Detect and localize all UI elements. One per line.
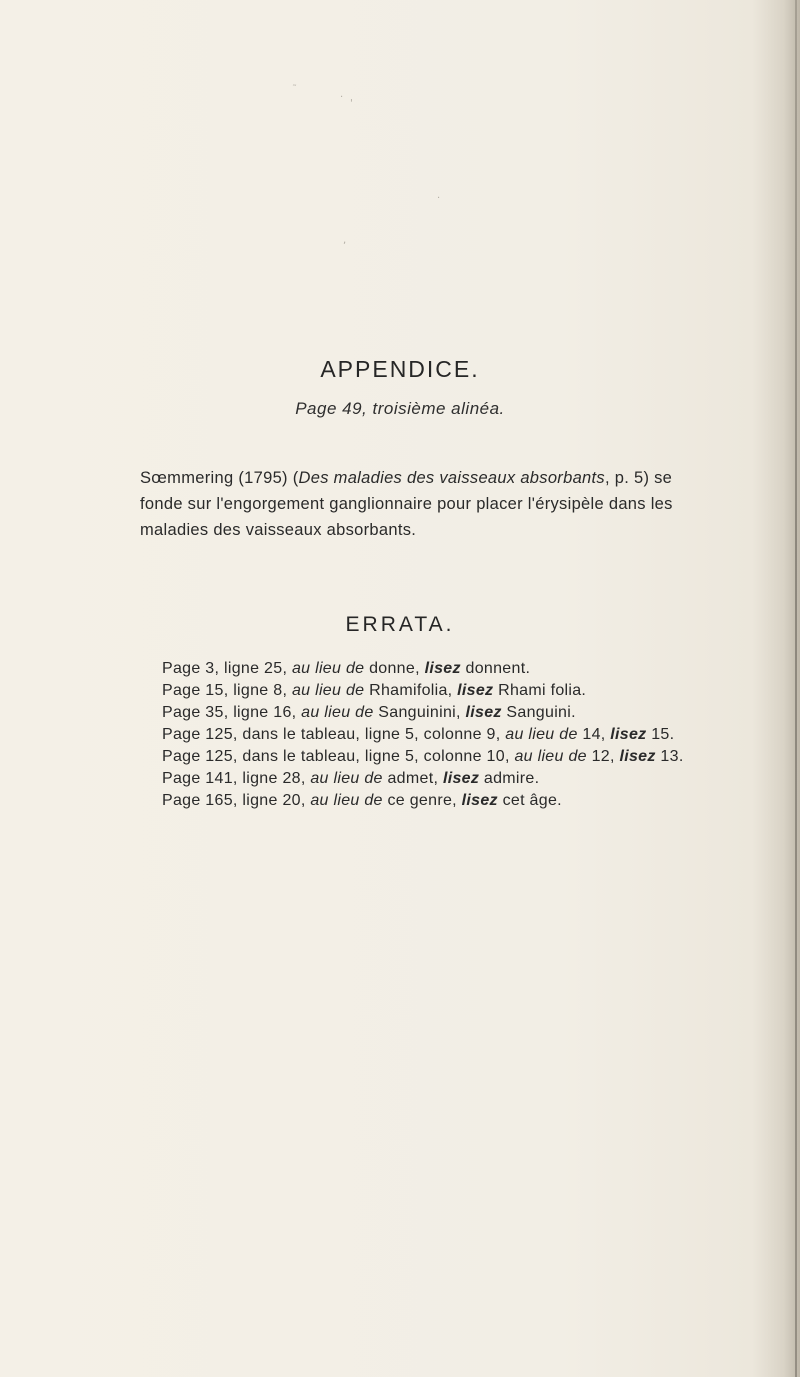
entry-correct: Rhami folia. — [493, 682, 587, 699]
entry-lisez: lisez — [619, 748, 656, 765]
errata-entry — [162, 724, 752, 746]
entry-lisez: lisez — [457, 682, 494, 699]
appendix-line-3: maladies des vaisseaux absorbants. — [140, 521, 417, 539]
entry-location: Page 125, dans le tableau, ligne 5, colonne 10, — [162, 748, 515, 765]
appendix-title: APPENDICE. — [320, 356, 480, 382]
errata-entry — [162, 702, 752, 724]
appendix-cited-title: Des maladies des vaisseaux absorbants — [298, 469, 605, 487]
entry-lisez: lisez — [442, 770, 480, 787]
ink-speck: , — [343, 235, 347, 246]
entry-correct: donnent. — [460, 660, 531, 677]
entry-wrong: 12, — [586, 748, 620, 765]
entry-correct: 13. — [655, 748, 684, 765]
ink-speck: · — [437, 193, 441, 204]
errata-entry — [162, 746, 752, 768]
entry-lisez: lisez — [465, 704, 502, 721]
appendix-text-start: Sœmmering (1795) ( — [140, 469, 299, 487]
entry-location: Page 125, dans le tableau, ligne 5, colonne 9, — [162, 726, 506, 743]
ink-speck: · — [340, 92, 344, 103]
entry-correct: cet âge. — [497, 792, 562, 809]
entry-lisez: lisez — [610, 726, 647, 743]
entry-location: Page 141, ligne 28, — [162, 770, 311, 787]
entry-wrong: admet, — [382, 770, 443, 787]
appendix-reference: Page 49, troisième alinéa. — [295, 399, 505, 418]
errata-list — [162, 658, 752, 812]
ink-speck: ˜ — [292, 84, 297, 95]
entry-correct: 15. — [646, 726, 675, 743]
entry-au-lieu: au lieu de — [291, 682, 365, 699]
entry-lisez: lisez — [461, 792, 498, 809]
entry-au-lieu: au lieu de — [514, 748, 587, 765]
entry-wrong: 14, — [577, 726, 611, 743]
errata-entry — [162, 680, 752, 702]
entry-location: Page 165, ligne 20, — [162, 792, 311, 809]
entry-au-lieu: au lieu de — [310, 792, 383, 809]
entry-au-lieu: au lieu de — [505, 726, 578, 743]
entry-location: Page 35, ligne 16, — [162, 704, 302, 721]
entry-wrong: Sanguinini, — [373, 704, 466, 721]
ink-speck: ' — [350, 98, 353, 109]
page-edge-shadow — [795, 0, 797, 1377]
appendix-line-1 — [140, 465, 740, 491]
errata-entry — [162, 658, 752, 680]
entry-au-lieu: au lieu de — [310, 770, 383, 787]
entry-location: Page 15, ligne 8, — [162, 682, 292, 699]
entry-lisez: lisez — [424, 660, 461, 677]
entry-correct: Sanguini. — [501, 704, 576, 721]
entry-au-lieu: au lieu de — [301, 704, 374, 721]
appendix-line-2: fonde sur l'engorgement ganglionnaire pour placer l'érysipèle dans les — [140, 495, 673, 513]
entry-wrong: donne, — [364, 660, 425, 677]
entry-au-lieu: au lieu de — [291, 660, 365, 677]
entry-wrong: Rhamifolia, — [364, 682, 458, 699]
errata-entry — [162, 790, 752, 812]
errata-title: ERRATA. — [345, 613, 455, 636]
entry-location: Page 3, ligne 25, — [162, 660, 292, 677]
entry-correct: admire. — [479, 770, 540, 787]
entry-wrong: ce genre, — [382, 792, 462, 809]
appendix-paragraph — [140, 465, 740, 543]
appendix-text-end: , p. 5) se — [604, 469, 673, 487]
errata-entry — [162, 768, 752, 790]
